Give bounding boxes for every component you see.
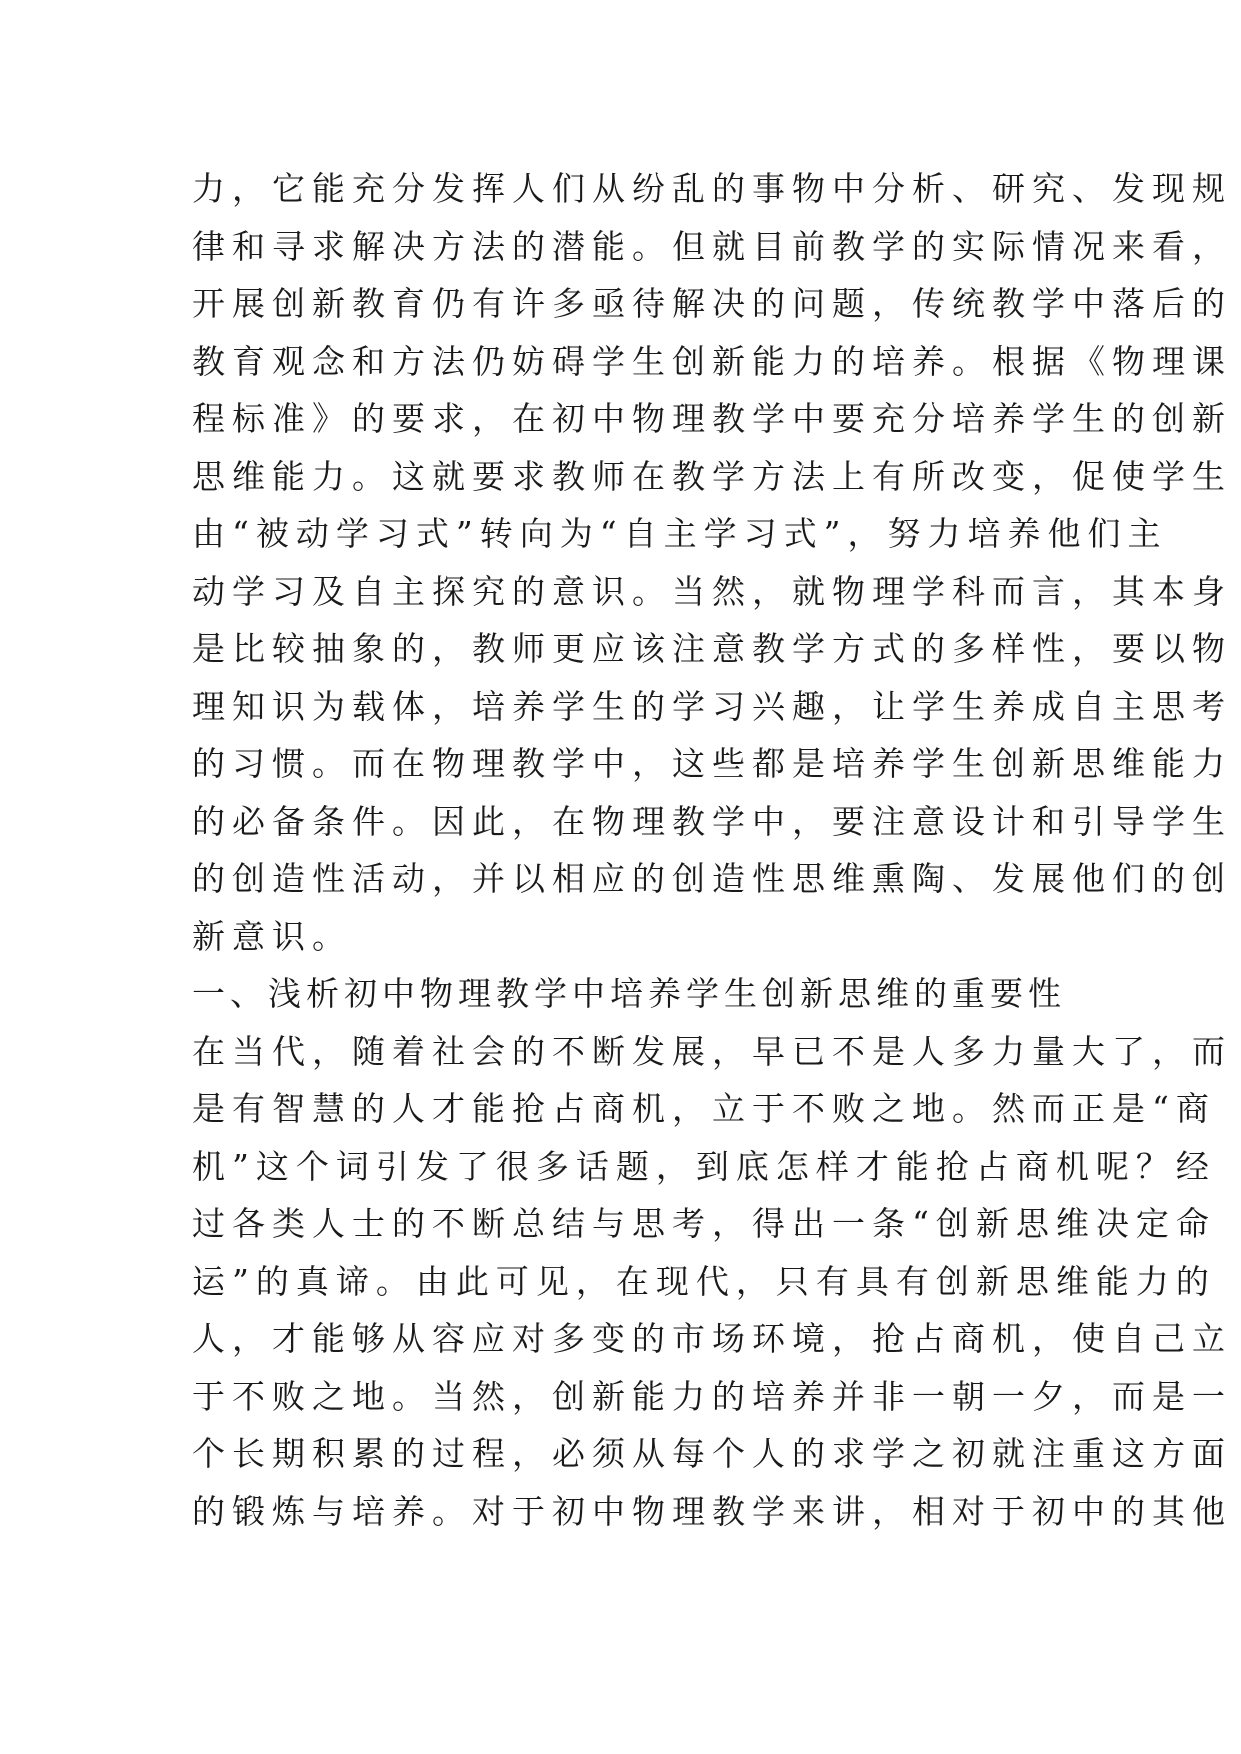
text-line: 动学习及自主探究的意识。当然，就物理学科而言，其本身 [192,571,1232,611]
text-line: 人，才能够从容应对多变的市场环境，抢占商机，使自己立 [192,1319,1232,1358]
text-line: 新意识。 [192,916,352,956]
text-line: 过各类人士的不断总结与思考，得出一条“创新思维决定命 [192,1204,1216,1243]
text-line: 是比较抽象的，教师更应该注意教学方式的多样性，要以物 [192,629,1232,668]
text-line: 的创造性活动，并以相应的创造性思维熏陶、发展他们的创 [192,859,1232,898]
text-line: 机”这个词引发了很多话题，到底怎样才能抢占商机呢？经 [192,1146,1216,1186]
text-line: 运”的真谛。由此可见，在现代，只有具有创新思维能力的 [192,1261,1216,1301]
text-line: 由“被动学习式”转向为“自主学习式”，努力培养他们主 [192,514,1168,553]
text-line: 理知识为载体，培养学生的学习兴趣，让学生养成自主思考 [192,686,1232,726]
text-line: 开展创新教育仍有许多亟待解决的问题，传统教学中落后的 [192,284,1232,323]
text-line: 个长期积累的过程，必须从每个人的求学之初就注重这方面 [192,1434,1232,1473]
text-line: 于不败之地。当然，创新能力的培养并非一朝一夕，而是一 [192,1376,1232,1416]
section-heading: 一、浅析初中物理教学中培养学生创新思维的重要性 [192,974,1066,1013]
text-line: 程标准》的要求，在初中物理教学中要充分培养学生的创新 [192,399,1232,438]
text-line: 教育观念和方法仍妨碍学生创新能力的培养。根据《物理课 [192,341,1232,381]
text-line: 是有智慧的人才能抢占商机，立于不败之地。然而正是“商 [192,1089,1216,1128]
text-line: 的必备条件。因此，在物理教学中，要注意设计和引导学生 [192,801,1232,841]
text-line: 思维能力。这就要求教师在教学方法上有所改变，促使学生 [192,456,1232,496]
body-text [192,160,1232,1540]
text-line: 力，它能充分发挥人们从纷乱的事物中分析、研究、发现规 [192,169,1232,208]
text-line: 在当代，随着社会的不断发展，早已不是人多力量大了，而 [192,1031,1232,1071]
text-line: 律和寻求解决方法的潜能。但就目前教学的实际情况来看， [192,226,1232,266]
text-line: 的习惯。而在物理教学中，这些都是培养学生创新思维能力 [192,744,1232,783]
text-line: 的锻炼与培养。对于初中物理教学来讲，相对于初中的其他 [192,1491,1232,1531]
